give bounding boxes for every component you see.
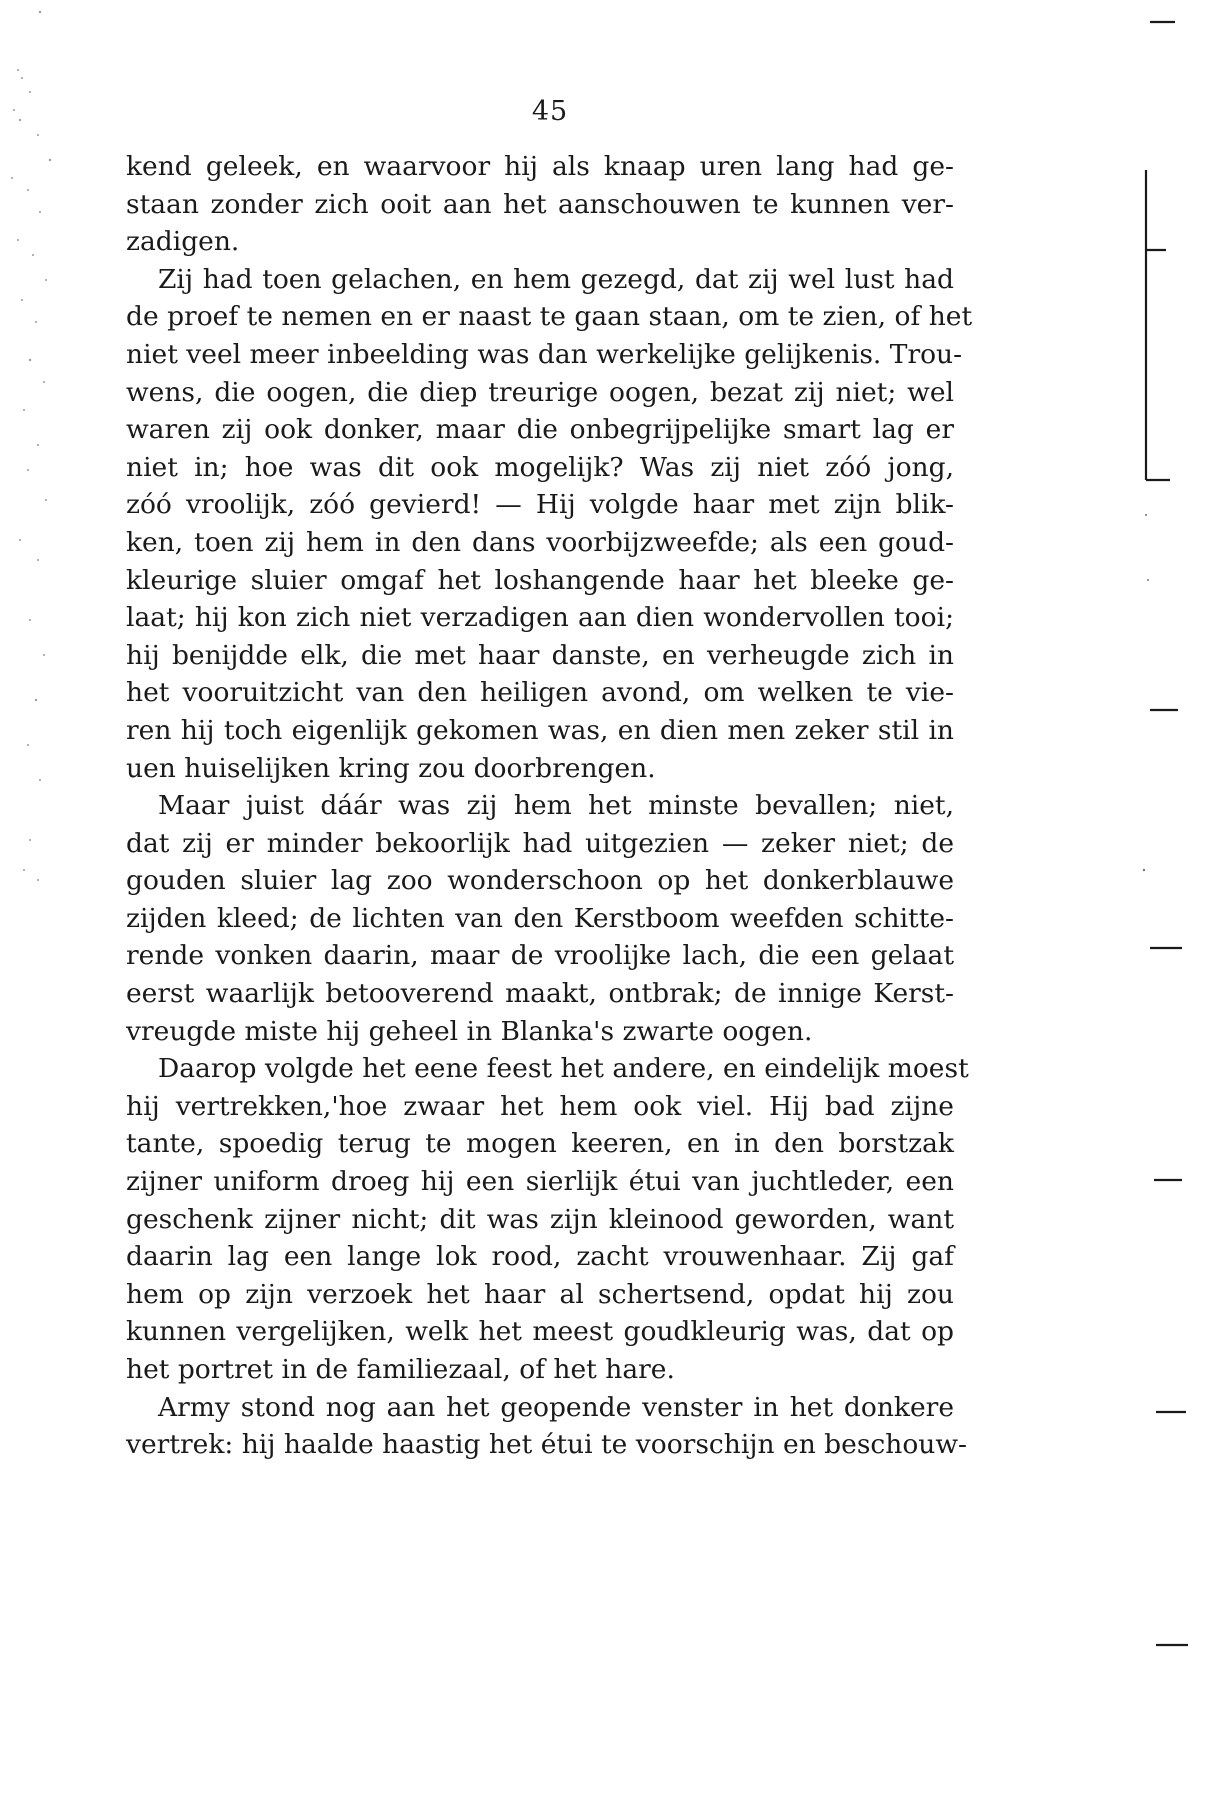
text-line: Daarop volgde het eene feest het andere, en eindelijk moest (158, 1053, 969, 1085)
text-line: Zij had toen gelachen, en hem gezegd, dat zij wel lust had (158, 263, 954, 295)
text-line: hij benijdde elk, die met haar danste, en verheugde zich in (126, 639, 954, 671)
text-line: kend geleek, en waarvoor hij als knaap uren lang had ge- (126, 151, 954, 182)
text-line: eerst waarlijk betooverend maakt, ontbrak; de innige Kerst- (126, 978, 954, 1010)
text-line: de proef te nemen en er naast te gaan staan, om te zien, of het (126, 301, 973, 333)
text-line: het portret in de familiezaal, of het hare. (126, 1354, 675, 1385)
text-line: kunnen vergelijken, welk het meest goudkleurig was, dat op (126, 1316, 954, 1348)
text-line: laat; hij kon zich niet verzadigen aan dien wondervollen tooi; (126, 602, 954, 634)
text-line: vertrek: hij haalde haastig het étui te voorschijn en beschouw- (126, 1429, 967, 1461)
text-line: ken, toen zij hem in den dans voorbijzweefde; als een goud- (126, 526, 954, 558)
body-text (126, 148, 973, 1464)
text-line: gouden sluier lag zoo wonderschoon op het donkerblauwe (126, 865, 954, 897)
text-line: vreugde miste hij geheel in Blanka's zwarte oogen. (126, 1015, 813, 1047)
text-line: kleurige sluier omgaf het loshangende haar het bleeke ge- (126, 564, 954, 596)
text-line: zadigen. (126, 226, 240, 258)
text-line: hem op zijn verzoek het haar al schertsend, opdat hij zou (126, 1278, 954, 1310)
text-line: dat zij er minder bekoorlijk had uitgezien — zeker niet; de (126, 827, 954, 859)
page-number: 45 (531, 96, 569, 127)
text-line: zóó vroolijk, zóó gevierd! — Hij volgde haar met zijn blik- (126, 489, 954, 521)
text-line: Army stond nog aan het geopende venster in het donkere (158, 1391, 954, 1423)
text-line: geschenk zijner nicht; dit was zijn kleinood geworden, want (126, 1203, 954, 1235)
scan-right-edge-marks (1130, 0, 1221, 1796)
text-line: wens, die oogen, die diep treurige oogen, bezat zij niet; wel (126, 376, 954, 408)
text-line: zijner uniform droeg hij een sierlijk étui van juchtleder, een (126, 1166, 954, 1198)
text-line: uen huiselijken kring zou doorbrengen. (126, 752, 656, 784)
text-line: tante, spoedig terug te mogen keeren, en in den borstzak (126, 1128, 954, 1160)
text-line: niet in; hoe was dit ook mogelijk? Was zij niet zóó jong, (126, 451, 954, 483)
text-line: niet veel meer inbeelding was dan werkelijke gelijkenis. Trou- (126, 338, 963, 370)
text-line: het vooruitzicht van den heiligen avond, om welken te vie- (126, 677, 954, 709)
scan-margin-specks (0, 0, 70, 1100)
text-line: Maar juist dáár was zij hem het minste bevallen; niet, (158, 790, 954, 822)
text-line: waren zij ook donker, maar die onbegrijpelijke smart lag er (126, 414, 954, 446)
text-line: staan zonder zich ooit aan het aanschouwen te kunnen ver- (126, 188, 954, 220)
text-line: hij vertrekken,'hoe zwaar het hem ook viel. Hij bad zijne (126, 1090, 954, 1122)
text-line: ren hij toch eigenlijk gekomen was, en dien men zeker stil in (126, 714, 954, 746)
text-line: daarin lag een lange lok rood, zacht vrouwenhaar. Zij gaf (126, 1241, 954, 1273)
text-line: rende vonken daarin, maar de vroolijke lach, die een gelaat (126, 940, 954, 972)
text-line: zijden kleed; de lichten van den Kerstboom weefden schitte- (126, 902, 954, 934)
